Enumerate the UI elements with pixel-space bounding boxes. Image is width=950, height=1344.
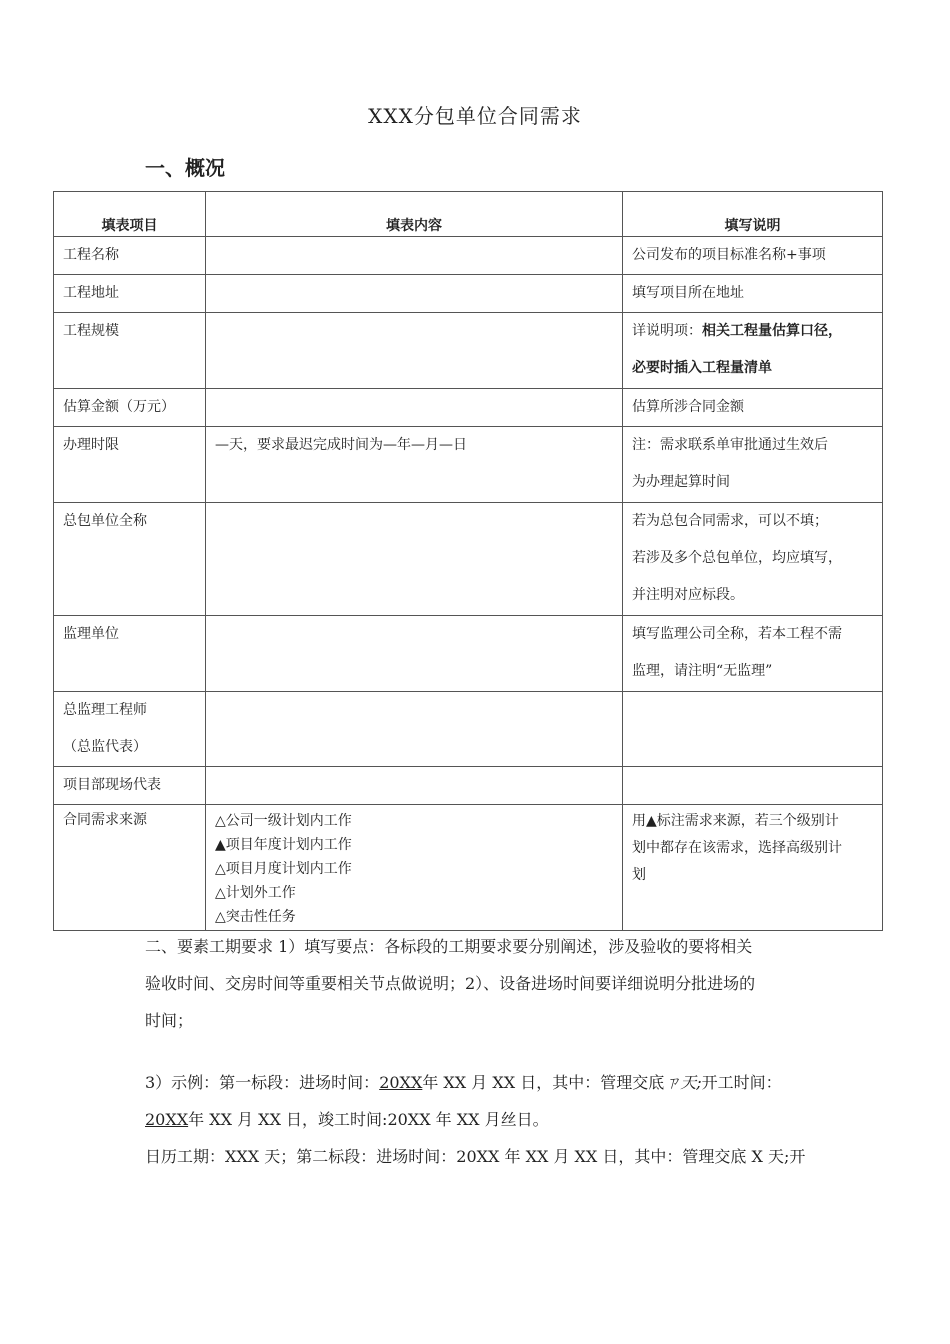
overview-table xyxy=(53,191,883,931)
text-line: 日历工期：XXX 天；第二标段：进场时间：20XX 年 XX 月 XX 日，其中：管理交底 X 天;开 xyxy=(145,1147,806,1166)
row-note xyxy=(623,427,883,503)
source-option[interactable]: △计划外工作 xyxy=(215,885,296,901)
note-line: 注：需求联系单审批通过生效后 xyxy=(632,437,828,453)
row-note xyxy=(623,767,883,805)
table-row xyxy=(54,427,883,503)
row-input[interactable] xyxy=(206,275,623,313)
note-line: 监理，请注明“无监理” xyxy=(632,663,773,679)
note-line: 为办理起算时间 xyxy=(632,474,730,490)
label-line: （总监代表） xyxy=(63,739,147,755)
table-row xyxy=(54,313,883,389)
row-note: 估算所涉合同金额 xyxy=(623,389,883,427)
text-span: 年 XX 月 XX 日，竣工时间:20XX 年 XX 月丝日。 xyxy=(188,1110,549,1129)
table-row xyxy=(54,389,883,427)
text-span: 3）示例：第一标段：进场时间： xyxy=(145,1073,380,1092)
note-line: 并注明对应标段。 xyxy=(632,587,744,603)
source-option[interactable]: △突击性任务 xyxy=(215,909,296,925)
note-line: 若涉及多个总包单位，均应填写， xyxy=(632,550,842,566)
header-note: 填写说明 xyxy=(623,192,883,237)
note-line: 填写监理公司全称，若本工程不需 xyxy=(632,626,842,642)
source-option[interactable]: ▲项目年度计划内工作 xyxy=(215,837,352,853)
table-row xyxy=(54,275,883,313)
row-input[interactable] xyxy=(206,503,623,616)
row-note xyxy=(623,503,883,616)
row-note xyxy=(623,313,883,389)
text-line xyxy=(145,1064,885,1101)
text-line: 验收时间、交房时间等重要相关节点做说明；2）、设备进场时间要详细说明分批进场的 xyxy=(145,974,756,993)
row-label: 监理单位 xyxy=(54,616,206,692)
row-label: 工程名称 xyxy=(54,237,206,275)
row-input[interactable] xyxy=(206,692,623,767)
table-row xyxy=(54,805,883,931)
underlined-text: 20XX xyxy=(145,1110,189,1129)
note-prefix: 详说明项： xyxy=(632,323,702,339)
row-note xyxy=(623,616,883,692)
row-note: 公司发布的项目标准名称+事项 xyxy=(623,237,883,275)
header-content: 填表内容 xyxy=(206,192,623,237)
row-input[interactable] xyxy=(206,767,623,805)
row-label: 总包单位全称 xyxy=(54,503,206,616)
section2-paragraph xyxy=(145,928,885,1039)
row-label: 工程地址 xyxy=(54,275,206,313)
note-line: 划中都存在该需求，选择高级别计 xyxy=(632,840,842,856)
row-note xyxy=(623,692,883,767)
table-row xyxy=(54,692,883,767)
table-row xyxy=(54,503,883,616)
row-label: 项目部现场代表 xyxy=(54,767,206,805)
note-line: 划 xyxy=(632,867,646,883)
source-option[interactable]: △项目月度计划内工作 xyxy=(215,861,352,877)
table-row xyxy=(54,616,883,692)
underlined-text: 20XX xyxy=(379,1073,423,1092)
row-label: 合同需求来源 xyxy=(54,805,206,931)
source-option[interactable]: △公司一级计划内工作 xyxy=(215,813,352,829)
italic-text: ㄗ天; xyxy=(664,1073,702,1092)
note-line: 若为总包合同需求，可以不填； xyxy=(632,513,828,529)
row-input[interactable] xyxy=(206,237,623,275)
note-emphasis: 相关工程量估算口径， xyxy=(702,323,842,339)
label-line: 总监理工程师 xyxy=(63,702,147,718)
row-input[interactable] xyxy=(206,616,623,692)
table-header-row xyxy=(54,192,883,237)
note-line: 用▲标注需求来源，若三个级别计 xyxy=(632,813,839,829)
text-line: 二、要素工期要求 1）填写要点：各标段的工期要求要分别阐述，涉及验收的要将相关 xyxy=(145,937,753,956)
row-input[interactable] xyxy=(206,389,623,427)
example-paragraph xyxy=(145,1064,885,1175)
note-emphasis: 必要时插入工程量清单 xyxy=(632,360,772,376)
section-heading-overview: 一、概况 xyxy=(145,156,225,180)
document-title: XXX分包单位合同需求 xyxy=(368,104,582,128)
table-row xyxy=(54,237,883,275)
row-label: 工程规模 xyxy=(54,313,206,389)
row-label: 估算金额（万元） xyxy=(54,389,206,427)
row-input[interactable]: —天，要求最迟完成时间为—年—月—日 xyxy=(206,427,623,503)
row-input[interactable] xyxy=(206,313,623,389)
row-note xyxy=(623,805,883,931)
text-line: 时间； xyxy=(145,1011,194,1030)
row-label xyxy=(54,692,206,767)
text-span: 年 XX 月 XX 日，其中：管理交底 xyxy=(422,1073,665,1092)
table-row xyxy=(54,767,883,805)
text-line xyxy=(145,1101,885,1138)
header-item: 填表项目 xyxy=(54,192,206,237)
row-note: 填写项目所在地址 xyxy=(623,275,883,313)
source-options xyxy=(206,805,623,931)
text-span: 开工时间： xyxy=(701,1073,782,1092)
row-label: 办理时限 xyxy=(54,427,206,503)
